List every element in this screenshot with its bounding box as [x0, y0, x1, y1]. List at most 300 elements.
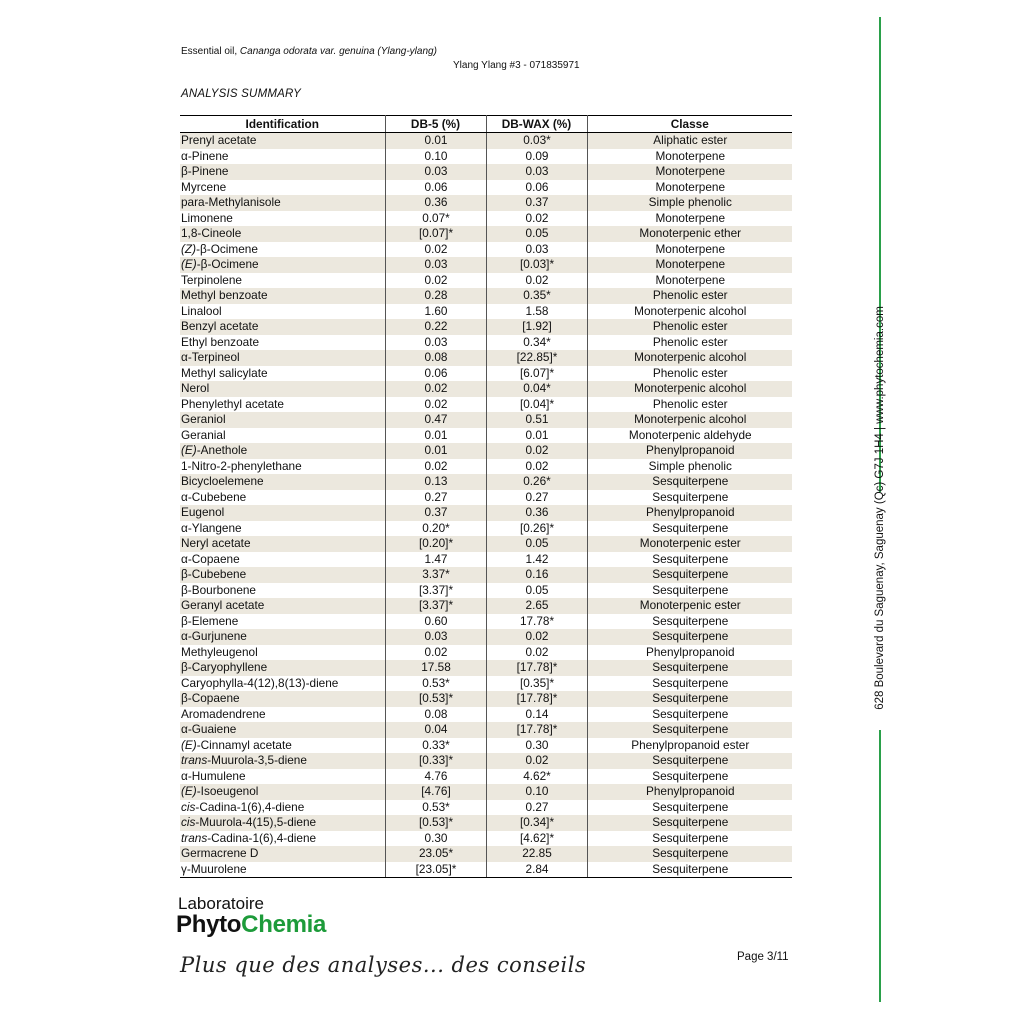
table-row — [180, 831, 792, 847]
cell-db5: 0.07* — [385, 211, 486, 227]
table-row — [180, 195, 792, 211]
header-identification: Identification — [180, 116, 385, 133]
cell-db5: 3.37* — [385, 567, 486, 583]
cell-identification — [180, 273, 385, 289]
cell-identification-name: -Muurola-3,5-diene — [207, 753, 307, 768]
cell-dbwax: 0.03 — [486, 242, 587, 258]
cell-db5: 0.02 — [385, 397, 486, 413]
cell-db5: 0.01 — [385, 443, 486, 459]
analysis-table — [180, 115, 792, 878]
cell-dbwax: 0.34* — [486, 335, 587, 351]
cell-identification — [180, 505, 385, 521]
cell-dbwax: [0.03]* — [486, 257, 587, 273]
cell-dbwax: 0.05 — [486, 583, 587, 599]
table-row — [180, 629, 792, 645]
cell-identification-name: -Cadina-1(6),4-diene — [195, 799, 305, 814]
table-row — [180, 459, 792, 475]
table-body — [180, 133, 792, 878]
cell-dbwax: 17.78* — [486, 614, 587, 630]
cell-dbwax: 0.01 — [486, 428, 587, 444]
cell-identification — [180, 180, 385, 196]
cell-classe: Monoterpenic aldehyde — [628, 427, 752, 442]
cell-identification-name: para-Methylanisole — [181, 195, 281, 210]
table-row — [180, 862, 792, 878]
table-row — [180, 505, 792, 521]
cell-classe: Sesquiterpene — [587, 815, 792, 831]
cell-identification-name: Benzyl acetate — [181, 319, 259, 334]
cell-classe: Phenolic ester — [652, 334, 728, 349]
cell-identification — [180, 397, 385, 413]
cell-identification-prefix: cis — [181, 799, 196, 814]
cell-classe: Sesquiterpene — [652, 582, 729, 597]
table-row — [180, 226, 792, 242]
cell-db5: [3.37]* — [385, 598, 486, 614]
cell-classe: Monoterpenic alcohol — [587, 381, 792, 397]
table-row — [180, 149, 792, 165]
table-row — [180, 738, 792, 754]
cell-db5: 0.36 — [385, 195, 486, 211]
cell-classe: Monoterpene — [655, 241, 726, 256]
table-row — [180, 428, 792, 444]
cell-classe: Sesquiterpene — [652, 551, 729, 566]
cell-identification-name: α-Pinene — [181, 148, 229, 163]
cell-identification — [180, 660, 385, 676]
table-row — [180, 133, 792, 149]
cell-identification-name: γ-Muurolene — [181, 861, 247, 876]
cell-dbwax: [0.34]* — [486, 815, 587, 831]
cell-dbwax: 0.04* — [486, 381, 587, 397]
cell-identification — [180, 428, 385, 444]
cell-identification — [180, 350, 385, 366]
cell-identification — [180, 567, 385, 583]
cell-classe: Sesquiterpene — [652, 768, 729, 783]
cell-db5: 0.01 — [385, 428, 486, 444]
cell-identification — [180, 226, 385, 242]
cell-db5: 0.02 — [385, 273, 486, 289]
cell-classe: Sesquiterpene — [587, 660, 792, 676]
cell-db5: [23.05]* — [385, 862, 486, 878]
cell-db5: 0.02 — [385, 381, 486, 397]
cell-identification-name: -Isoeugenol — [196, 784, 259, 799]
cell-identification — [180, 257, 385, 273]
table-row — [180, 443, 792, 459]
cell-identification-name: -Cinnamyl acetate — [196, 737, 292, 752]
cell-identification — [180, 459, 385, 475]
cell-identification — [180, 381, 385, 397]
table-row — [180, 707, 792, 723]
cell-identification — [180, 846, 385, 862]
cell-db5: [3.37]* — [385, 583, 486, 599]
cell-identification — [180, 707, 385, 723]
cell-db5: 0.04 — [385, 722, 486, 738]
cell-identification-name: Geranial — [181, 427, 226, 442]
cell-dbwax: 0.02 — [486, 753, 587, 769]
cell-dbwax: 2.84 — [486, 862, 587, 878]
cell-db5: 0.03 — [385, 257, 486, 273]
cell-identification-name: Geranyl acetate — [181, 598, 265, 613]
cell-classe: Phenylpropanoid — [587, 443, 792, 459]
cell-identification — [180, 133, 385, 149]
cell-identification-name: Aromadendrene — [181, 706, 266, 721]
cell-identification-name: α-Cubebene — [181, 489, 247, 504]
cell-classe: Phenylpropanoid — [645, 644, 735, 659]
table-row — [180, 490, 792, 506]
cell-db5: 0.10 — [385, 149, 486, 165]
table-row — [180, 614, 792, 630]
table-row — [180, 722, 792, 738]
cell-identification-prefix: (E) — [181, 737, 197, 752]
cell-identification-prefix: (E) — [181, 443, 197, 458]
cell-identification-name: Myrcene — [181, 179, 227, 194]
table-row — [180, 800, 792, 816]
cell-dbwax: 0.30 — [486, 738, 587, 754]
cell-classe: Monoterpene — [587, 257, 792, 273]
cell-identification — [180, 195, 385, 211]
cell-identification — [180, 831, 385, 847]
cell-db5: [0.53]* — [385, 691, 486, 707]
header-dbwax: DB-WAX (%) — [486, 116, 587, 133]
cell-db5: 0.02 — [385, 459, 486, 475]
cell-identification-name: Methyl benzoate — [181, 288, 268, 303]
cell-classe: Monoterpene — [655, 272, 726, 287]
cell-classe: Phenylpropanoid — [587, 784, 792, 800]
table-row — [180, 691, 792, 707]
cell-identification — [180, 288, 385, 304]
table-row — [180, 846, 792, 862]
cell-identification — [180, 645, 385, 661]
header-latin-name: Cananga odorata var. genuina (Ylang-ylang) — [239, 46, 437, 57]
cell-dbwax: [0.35]* — [486, 676, 587, 692]
cell-classe: Sesquiterpene — [587, 846, 792, 862]
header-classe: Classe — [587, 116, 792, 133]
cell-classe: Monoterpenic ester — [587, 536, 792, 552]
table-row — [180, 242, 792, 258]
cell-dbwax: [6.07]* — [486, 366, 587, 382]
table-row — [180, 583, 792, 599]
cell-identification-name: α-Terpineol — [181, 350, 240, 365]
cell-identification-name: -Cadina-1(6),4-diene — [207, 830, 317, 845]
cell-db5: 0.02 — [385, 645, 486, 661]
cell-dbwax: 0.02 — [486, 443, 587, 459]
cell-identification — [180, 319, 385, 335]
cell-identification — [180, 366, 385, 382]
cell-identification — [180, 862, 385, 878]
cell-identification-prefix: (E) — [181, 784, 197, 799]
cell-db5: 0.08 — [385, 707, 486, 723]
cell-classe: Monoterpenic ether — [587, 226, 792, 242]
cell-identification — [180, 769, 385, 785]
cell-db5: 0.01 — [385, 133, 486, 149]
document-header-sample-id: Ylang Ylang #3 - 071835971 — [453, 60, 580, 71]
table-row — [180, 660, 792, 676]
cell-db5: 0.06 — [385, 180, 486, 196]
cell-db5: 0.08 — [385, 350, 486, 366]
cell-classe: Sesquiterpene — [652, 489, 729, 504]
table-row — [180, 319, 792, 335]
cell-classe: Monoterpenic alcohol — [587, 412, 792, 428]
cell-db5: 0.03 — [385, 335, 486, 351]
cell-dbwax: 0.26* — [486, 474, 587, 490]
cell-identification-name: Geraniol — [181, 412, 226, 427]
cell-identification-prefix: (Z) — [181, 241, 197, 256]
cell-identification — [180, 149, 385, 165]
logo-phyto: Phyto — [176, 911, 242, 938]
cell-identification-name: -β-Ocimene — [196, 241, 258, 256]
cell-classe: Sesquiterpene — [652, 613, 729, 628]
cell-identification — [180, 521, 385, 537]
cell-identification-name: Limonene — [181, 210, 233, 225]
cell-identification — [180, 552, 385, 568]
cell-classe: Phenolic ester — [587, 319, 792, 335]
cell-identification-prefix: trans — [181, 753, 208, 768]
cell-identification — [180, 676, 385, 692]
cell-classe: Monoterpene — [655, 179, 726, 194]
table-row — [180, 784, 792, 800]
cell-db5: 0.28 — [385, 288, 486, 304]
cell-dbwax: 0.02 — [486, 273, 587, 289]
cell-identification — [180, 583, 385, 599]
cell-dbwax: 0.03 — [486, 164, 587, 180]
cell-dbwax: [22.85]* — [486, 350, 587, 366]
cell-classe: Sesquiterpene — [652, 520, 729, 535]
table-row — [180, 676, 792, 692]
cell-dbwax: 0.51 — [486, 412, 587, 428]
cell-identification-name: β-Cubebene — [181, 567, 247, 582]
table-row — [180, 304, 792, 320]
cell-identification-prefix: (E) — [181, 257, 197, 272]
slogan: Plus que des analyses... des conseils — [180, 953, 587, 977]
cell-classe: Sesquiterpene — [587, 567, 792, 583]
cell-db5: [0.20]* — [385, 536, 486, 552]
cell-db5: 0.37 — [385, 505, 486, 521]
cell-classe: Monoterpenic alcohol — [587, 350, 792, 366]
cell-identification-prefix: cis — [181, 815, 196, 830]
table-row — [180, 180, 792, 196]
cell-db5: 1.60 — [385, 304, 486, 320]
cell-db5: 0.02 — [385, 242, 486, 258]
cell-dbwax: [4.62]* — [486, 831, 587, 847]
cell-identification-name: 1,8-Cineole — [181, 226, 242, 241]
cell-identification — [180, 629, 385, 645]
table-row — [180, 567, 792, 583]
table-row — [180, 536, 792, 552]
cell-classe: Phenylpropanoid ester — [631, 737, 750, 752]
cell-identification — [180, 815, 385, 831]
table-row — [180, 412, 792, 428]
cell-classe: Aliphatic ester — [587, 133, 792, 149]
cell-identification-name: α-Guaiene — [181, 722, 237, 737]
cell-classe: Sesquiterpene — [587, 691, 792, 707]
cell-dbwax: 1.58 — [486, 304, 587, 320]
cell-classe: Sesquiterpene — [587, 474, 792, 490]
cell-dbwax: [17.78]* — [486, 722, 587, 738]
cell-classe: Monoterpene — [587, 164, 792, 180]
cell-dbwax: 0.03* — [486, 133, 587, 149]
cell-db5: 0.47 — [385, 412, 486, 428]
cell-classe: Monoterpene — [655, 148, 726, 163]
cell-identification — [180, 211, 385, 227]
cell-identification — [180, 412, 385, 428]
cell-classe: Phenolic ester — [652, 365, 728, 380]
cell-identification-name: 1-Nitro-2-phenylethane — [181, 458, 302, 473]
table-row — [180, 366, 792, 382]
table-row — [180, 753, 792, 769]
cell-db5: 0.13 — [385, 474, 486, 490]
cell-db5: 0.30 — [385, 831, 486, 847]
table-row — [180, 552, 792, 568]
cell-db5: 0.60 — [385, 614, 486, 630]
table-row — [180, 521, 792, 537]
cell-identification-name: α-Copaene — [181, 551, 240, 566]
cell-dbwax: [0.04]* — [486, 397, 587, 413]
cell-identification-name: α-Ylangene — [181, 520, 242, 535]
cell-identification-name: Eugenol — [181, 505, 225, 520]
cell-dbwax: 4.62* — [486, 769, 587, 785]
table-row — [180, 288, 792, 304]
table-row — [180, 815, 792, 831]
table-row — [180, 474, 792, 490]
section-title: ANALYSIS SUMMARY — [181, 88, 301, 100]
cell-dbwax: 0.02 — [486, 211, 587, 227]
cell-dbwax: 2.65 — [486, 598, 587, 614]
cell-db5: 23.05* — [385, 846, 486, 862]
cell-identification-name: Phenylethyl acetate — [181, 396, 284, 411]
table-row — [180, 335, 792, 351]
cell-dbwax: 0.02 — [486, 459, 587, 475]
cell-identification-name: -Anethole — [196, 443, 248, 458]
lab-logo-line1: Laboratoire — [178, 894, 265, 913]
cell-db5: [0.53]* — [385, 815, 486, 831]
cell-identification-prefix: trans — [181, 830, 208, 845]
cell-identification-name: Methyleugenol — [181, 644, 258, 659]
cell-dbwax: 0.09 — [486, 149, 587, 165]
cell-identification — [180, 598, 385, 614]
cell-identification — [180, 474, 385, 490]
cell-dbwax: 0.16 — [486, 567, 587, 583]
cell-identification — [180, 784, 385, 800]
cell-identification — [180, 536, 385, 552]
cell-classe: Sesquiterpene — [587, 629, 792, 645]
cell-db5: 17.58 — [385, 660, 486, 676]
cell-db5: 0.27 — [385, 490, 486, 506]
table-row — [180, 645, 792, 661]
cell-identification-name: β-Bourbonene — [181, 582, 256, 597]
cell-db5: 0.20* — [385, 521, 486, 537]
table-row — [180, 598, 792, 614]
cell-dbwax: 0.05 — [486, 226, 587, 242]
cell-identification-name: α-Humulene — [181, 768, 246, 783]
cell-identification — [180, 490, 385, 506]
cell-identification-name: Germacrene D — [181, 846, 259, 861]
cell-identification-name: Methyl salicylate — [181, 365, 268, 380]
cell-classe: Monoterpenic ester — [587, 598, 792, 614]
cell-classe: Simple phenolic — [587, 195, 792, 211]
table-row — [180, 211, 792, 227]
cell-classe: Sesquiterpene — [652, 706, 729, 721]
cell-dbwax: 0.36 — [486, 505, 587, 521]
cell-identification — [180, 614, 385, 630]
cell-identification-name: Terpinolene — [181, 272, 242, 287]
table-row — [180, 769, 792, 785]
cell-db5: 0.22 — [385, 319, 486, 335]
cell-dbwax: [0.26]* — [486, 521, 587, 537]
cell-classe: Sesquiterpene — [652, 675, 729, 690]
cell-db5: 0.06 — [385, 366, 486, 382]
cell-classe: Phenylpropanoid — [587, 505, 792, 521]
cell-dbwax: 0.05 — [486, 536, 587, 552]
cell-dbwax: 0.27 — [486, 490, 587, 506]
cell-identification-name: Bicycloelemene — [181, 474, 264, 489]
cell-classe: Sesquiterpene — [652, 799, 729, 814]
cell-identification-name: Nerol — [181, 381, 210, 396]
cell-dbwax: 0.02 — [486, 629, 587, 645]
cell-db5: 0.03 — [385, 164, 486, 180]
cell-dbwax: 22.85 — [486, 846, 587, 862]
cell-identification-name: Ethyl benzoate — [181, 334, 260, 349]
logo-chemia: Chemia — [241, 911, 327, 938]
cell-dbwax: [17.78]* — [486, 691, 587, 707]
cell-dbwax: 0.06 — [486, 180, 587, 196]
table-row — [180, 381, 792, 397]
table-header-row — [180, 116, 792, 133]
cell-identification-name: Caryophylla-4(12),8(13)-diene — [181, 675, 339, 690]
cell-dbwax: 0.35* — [486, 288, 587, 304]
cell-identification-name: Linalool — [181, 303, 222, 318]
cell-identification — [180, 800, 385, 816]
side-address-text: 628 Boulevard du Saguenay, Saguenay (Qc) G7J 1H4 | www.phytochemia.com — [874, 306, 886, 710]
cell-dbwax: 0.10 — [486, 784, 587, 800]
cell-identification-name: Prenyl acetate — [181, 133, 257, 148]
side-divider-bottom — [879, 730, 881, 1002]
cell-identification — [180, 242, 385, 258]
cell-identification — [180, 738, 385, 754]
cell-identification — [180, 753, 385, 769]
cell-classe: Simple phenolic — [648, 458, 732, 473]
page-number: Page 3/11 — [737, 951, 789, 963]
table-row — [180, 273, 792, 289]
cell-db5: 1.47 — [385, 552, 486, 568]
cell-identification — [180, 335, 385, 351]
cell-dbwax: 0.14 — [486, 707, 587, 723]
cell-identification-name: β-Pinene — [181, 164, 229, 179]
cell-classe: Sesquiterpene — [587, 862, 792, 878]
cell-db5: 0.03 — [385, 629, 486, 645]
cell-db5: 4.76 — [385, 769, 486, 785]
cell-identification — [180, 164, 385, 180]
cell-db5: 0.53* — [385, 800, 486, 816]
cell-classe: Sesquiterpene — [587, 753, 792, 769]
table-row — [180, 257, 792, 273]
cell-classe: Monoterpenic alcohol — [634, 303, 747, 318]
cell-db5: [4.76] — [385, 784, 486, 800]
lab-logo — [176, 911, 326, 939]
cell-classe: Phenolic ester — [652, 396, 728, 411]
table-row — [180, 164, 792, 180]
header-db5: DB-5 (%) — [385, 116, 486, 133]
table-row — [180, 350, 792, 366]
cell-identification-name: -Muurola-4(15),5-diene — [195, 815, 317, 830]
cell-classe: Phenolic ester — [587, 288, 792, 304]
cell-dbwax: 0.27 — [486, 800, 587, 816]
cell-identification-name: β-Elemene — [181, 613, 239, 628]
cell-identification — [180, 722, 385, 738]
table-row — [180, 397, 792, 413]
cell-db5: [0.07]* — [385, 226, 486, 242]
document-header-title — [181, 46, 437, 57]
cell-db5: [0.33]* — [385, 753, 486, 769]
cell-dbwax: 0.02 — [486, 645, 587, 661]
cell-identification — [180, 691, 385, 707]
